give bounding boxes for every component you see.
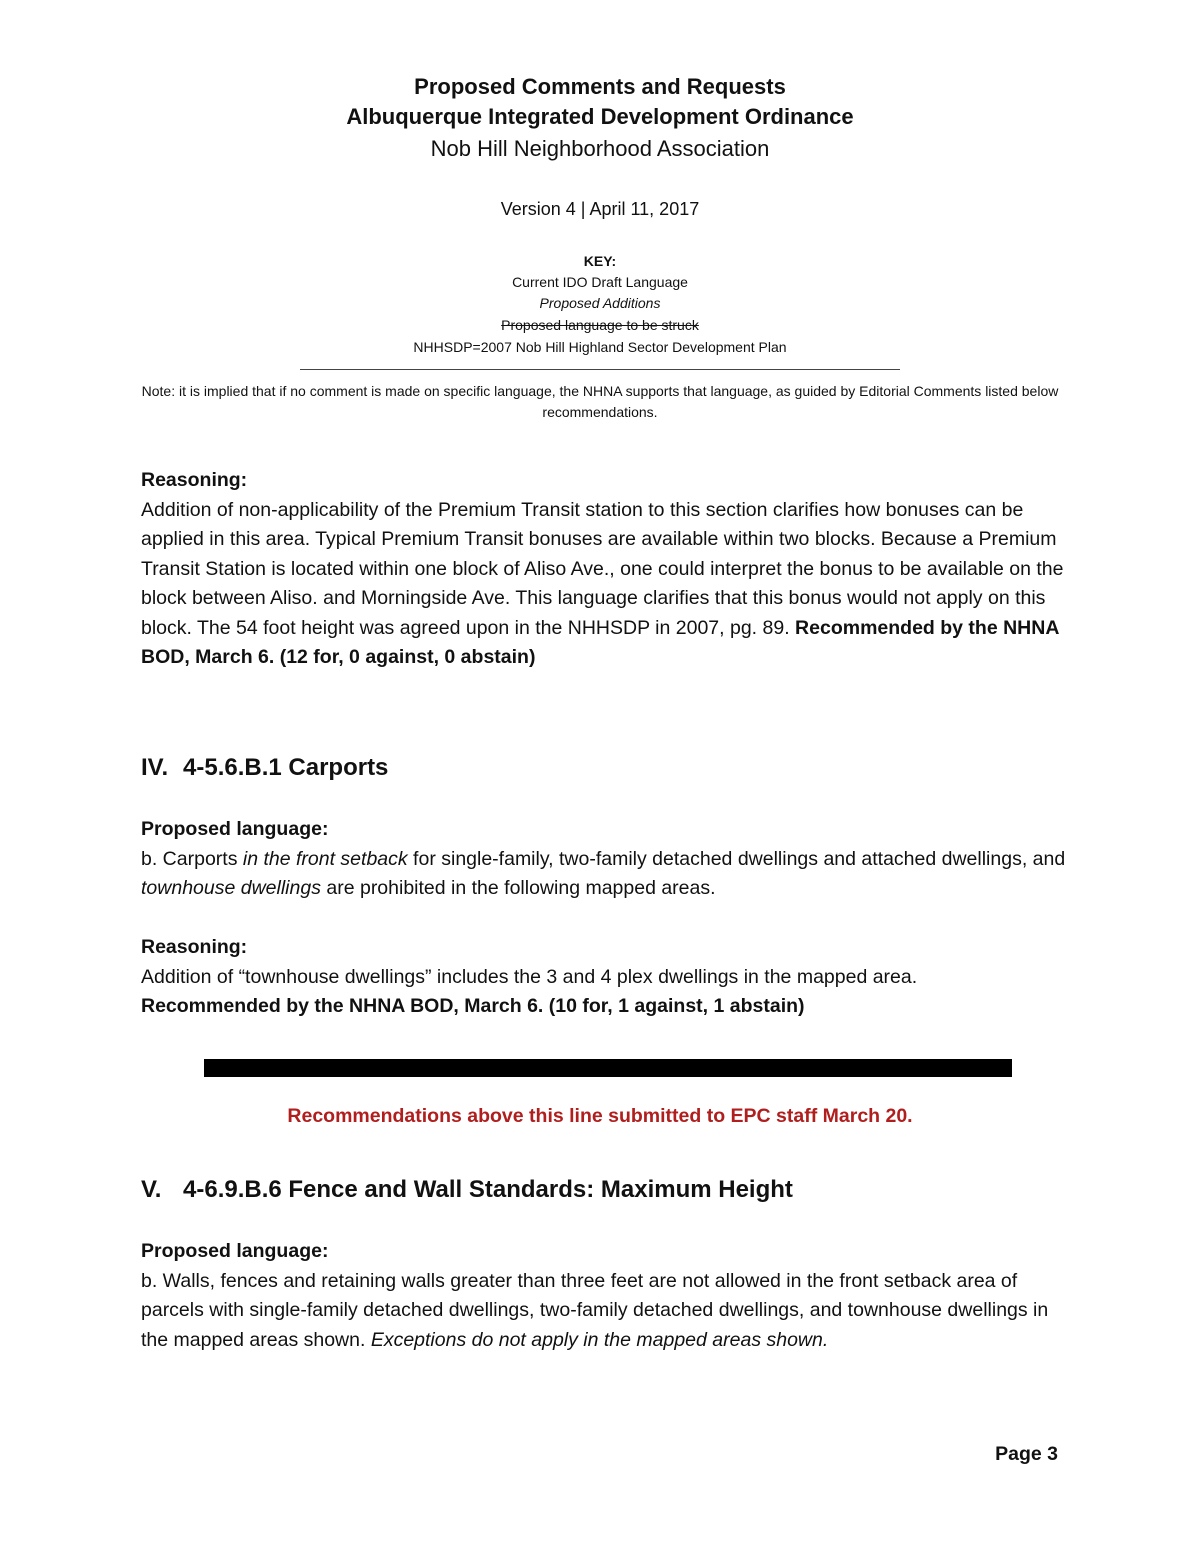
key-abbrev: NHHSDP=2007 Nob Hill Highland Sector Development Plan — [413, 339, 787, 355]
reasoning-text: Addition of non-applicability of the Premium Transit station to this section clarifies how bonuses can be applied in this area. Typical Premium Transit bonuses are available within two blocks. Because a Premium Transit Station is located within one block of Aliso Ave., one could interpret the bonus to be available on the block between Aliso. and Morningside Ave. This language clarifies that this bonus would not apply on this block. The 54 foot height was agreed upon in the NHHSDP in 2007, pg. 89. — [141, 498, 1064, 639]
proposed-language-iv — [141, 815, 1066, 904]
note-text: Note: it is implied that if no comment is made on specific language, the NHNA supports that language, as guided by Editorial Comments listed below recommendations. — [141, 383, 1059, 420]
reasoning-text: Addition of “townhouse dwellings” includes the 3 and 4 plex dwellings in the mapped area. — [141, 965, 918, 988]
key-additions: Proposed Additions — [539, 295, 661, 311]
proposed-addition: in the front setback — [242, 847, 408, 870]
section-number: V. — [141, 1176, 162, 1203]
proposed-text: are prohibited in the following mapped areas. — [320, 877, 716, 899]
submitted-note: Recommendations above this line submitted to EPC staff March 20. — [287, 1105, 913, 1127]
doc-subtitle: Albuquerque Integrated Development Ordinance — [346, 104, 854, 129]
reasoning-label: Reasoning: — [141, 936, 248, 958]
section-title: 4-5.6.B.1 Carports — [183, 754, 389, 781]
org-name: Nob Hill Neighborhood Association — [430, 136, 770, 161]
section-heading-v — [141, 1175, 793, 1205]
page-number: Page 3 — [995, 1443, 1058, 1465]
section-title: 4-6.9.B.6 Fence and Wall Standards: Maximum Height — [183, 1176, 793, 1203]
proposed-text: b. Walls, fences and retaining walls greater than three feet are not allowed in the front setback area of parcels with single-family detached dwellings, two-family detached dwellings, and townhouse dwellings in the mapped areas shown. — [141, 1269, 1049, 1351]
reasoning-iv — [141, 933, 1066, 1022]
section-number: IV. — [141, 754, 169, 781]
reasoning-top — [141, 466, 1066, 673]
proposed-addition: Exceptions do not apply in the mapped areas shown. — [370, 1328, 829, 1351]
proposed-addition: townhouse dwellings — [141, 877, 321, 899]
key-divider — [300, 369, 900, 370]
key-current: Current IDO Draft Language — [512, 274, 688, 290]
proposed-label: Proposed language: — [141, 1240, 329, 1262]
section-heading-iv — [141, 753, 388, 783]
version-line: Version 4 | April 11, 2017 — [500, 199, 700, 219]
proposed-label: Proposed language: — [141, 818, 329, 840]
proposed-language-v — [141, 1237, 1066, 1355]
key-heading: KEY: — [583, 253, 617, 269]
proposed-text: b. Carports — [141, 847, 243, 870]
doc-title: Proposed Comments and Requests — [414, 74, 786, 99]
recommendation-text: Recommended by the NHNA BOD, March 6. (12 for, 0 against, 0 abstain) — [141, 616, 1059, 668]
recommendation-text: Recommended by the NHNA BOD, March 6. (10 for, 1 against, 1 abstain) — [141, 995, 805, 1017]
proposed-text: for single-family, two-family detached dwellings and attached dwellings, and — [407, 847, 1066, 870]
separator-bar — [204, 1059, 1012, 1077]
reasoning-label: Reasoning: — [141, 469, 248, 491]
key-struck: Proposed language to be struck — [501, 317, 699, 333]
